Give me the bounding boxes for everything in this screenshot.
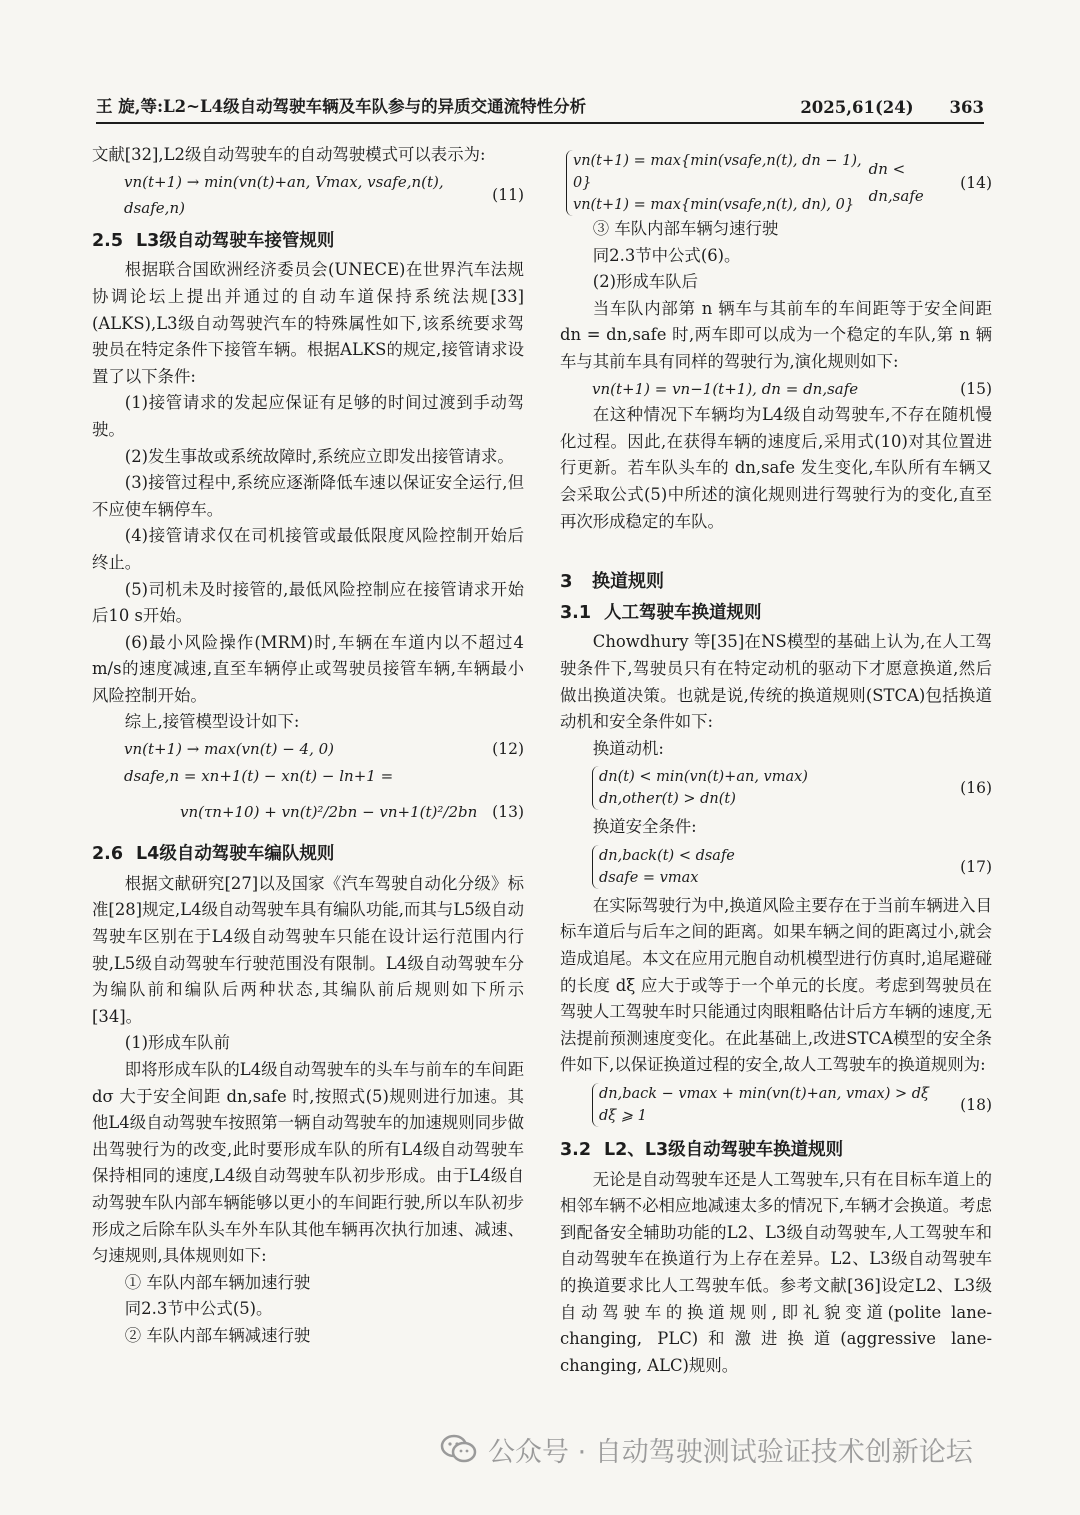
section-3-heading xyxy=(560,569,992,596)
section-2-6-heading xyxy=(92,841,524,868)
header-issue: 2025,61(24) xyxy=(800,98,914,117)
paragraph: 根据文献研究[27]以及国家《汽车驾驶自动化分级》标准[28]规定,L4级自动驾驶车具有编队功能,而其与L5级自动驾驶车区别在于L4级自动驾驶车只能在设计运行范围内行驶,L5级自动驾驶车行驶范围没有限制。L4级自动驾驶车分为编队前和编队后两种状态,其编队前后规则如下所示[34]。 xyxy=(92,873,524,1026)
watermark xyxy=(440,1424,1060,1474)
equation-16 xyxy=(560,762,992,814)
subheading-after: (2)形成车队后 xyxy=(592,272,698,292)
watermark-text: 公众号 · 自动驾驶测试验证技术创新论坛 xyxy=(488,1436,973,1468)
equation-12-body: vn(t+1) → max(vn(t) − 4, 0) xyxy=(124,740,335,759)
equation-12-number: (12) xyxy=(492,740,524,759)
intro-paragraph: 文献[32],L2级自动驾驶车的自动驾驶模式可以表示为: xyxy=(92,145,486,164)
paragraph: 在实际驾驶行为中,换道风险主要存在于当前车辆进入目标车道后与后车之间的距离。如果车辆之间的距离过小,就会造成追尾。本文在应用元胞自动机模型进行仿真时,追尾避碰的长度 dξ 应大于或等于一个单元的长度。考虑到驾驶员在驾驶人工驾驶车时只能通过肉眼粗略估计后方车辆的速度,无法提前预测速度变化。在此基础上,改进STCA模型的安全条件如下,以保证换道过程的安全,故人工驾驶车的换道规则为: xyxy=(560,895,992,1075)
equation-13-line-1 xyxy=(92,763,524,790)
subheading-before: (1)形成车队前 xyxy=(124,1033,230,1053)
equation-18-cases xyxy=(592,1083,929,1127)
equation-18-number: (18) xyxy=(960,1095,992,1114)
equation-17-cases xyxy=(592,845,735,889)
equation-13-line-2 xyxy=(92,789,524,835)
equation-13-rhs: vn(τn+10) + vn(t)²/2bn − vn+1(t)²/2bn xyxy=(180,802,478,821)
section-number: 3.1 xyxy=(560,602,592,623)
paragraph: 即将形成车队的L4级自动驾驶车的头车与前车的车间距 dσ 大于安全间距 dn,safe 时,按照式(5)规则进行加速。其他L4级自动驾驶车按照第一辆自动驾驶车的加速规则同步做出驾驶行为的改变,此时要形成车队的所有L4级自动驾驶车保持相同的速度,L4级自动驾驶车队初步形成。由于L4级自动驾驶车队内部车辆能够以更小的车间距行驶,所以车队初步形成之后除车队头车外车队其他车辆再次执行加速、减速、匀速规则,具体规则如下: xyxy=(92,1060,524,1266)
section-number: 3.2 xyxy=(560,1140,592,1161)
condition-item: (2)发生事故或系统故障时,系统应立即发出接管请求。 xyxy=(124,446,514,466)
equation-13-number: (13) xyxy=(492,802,524,821)
equation-11-number: (11) xyxy=(492,185,524,204)
section-number: 2.5 xyxy=(92,230,124,251)
equation-16-number: (16) xyxy=(960,778,992,797)
equation-11 xyxy=(92,169,524,222)
condition-item: (3)接管过程中,系统应逐渐降低车速以保证安全运行,但不应使车辆停车。 xyxy=(92,473,524,519)
summary-line: 综上,接管模型设计如下: xyxy=(124,712,300,732)
rule-item: ① 车队内部车辆加速行驶 xyxy=(124,1272,311,1292)
section-title: 人工驾驶车换道规则 xyxy=(604,602,762,623)
section-3-2-heading xyxy=(560,1137,992,1164)
left-column xyxy=(92,142,524,1350)
equation-12 xyxy=(92,736,524,763)
header-title: 王 旋,等:L2~L4级自动驾驶车辆及车队参与的异质交通流特性分析 xyxy=(96,97,587,116)
section-title: L4级自动驾驶车编队规则 xyxy=(136,844,335,865)
paragraph: 无论是自动驾驶车还是人工驾驶车,只有在目标车道上的相邻车辆不必相应地减速太多的情况下,车辆才会换道。考虑到配备安全辅助功能的L2、L3级自动驾驶车,人工驾驶车和自动驾驶车在换道行为上存在差异。L2、L3级自动驾驶车的换道要求比人工驾驶车低。参考文献[36]设定L2、L3级自动驾驶车的换道规则,即礼貌变道(polite lane-changing, PLC)和激进换道(aggressive lane-changing, ALC)规则。 xyxy=(560,1169,992,1375)
section-number: 2.6 xyxy=(92,844,124,865)
equation-16-cases xyxy=(592,766,808,810)
paragraph: 当车队内部第 n 辆车与其前车的车间距等于安全间距 dn = dn,safe 时,两车即可以成为一个稳定的车队,第 n 辆车与其前车具有同样的驾驶行为,演化规则如下: xyxy=(560,298,992,371)
condition-item: (1)接管请求的发起应保证有足够的时间过渡到手动驾驶。 xyxy=(92,393,524,439)
equation-14-number: (14) xyxy=(960,173,992,192)
equation-17-case-2: dsafe = vmax xyxy=(599,869,699,886)
equation-11-body: vn(t+1) → min(vn(t)+an, Vmax, vsafe,n(t), dsafe,n) xyxy=(124,172,444,218)
rule-item: ③ 车队内部车辆匀速行驶 xyxy=(592,219,779,238)
equation-17 xyxy=(560,841,992,893)
section-number: 3 xyxy=(560,571,573,593)
equation-14-case-2: vn(t+1) = max{min(vsafe,n(t), dn), 0} xyxy=(573,197,855,213)
rule-reference: 同2.3节中公式(6)。 xyxy=(592,245,741,265)
equation-17-number: (17) xyxy=(960,857,992,876)
safety-label: 换道安全条件: xyxy=(592,817,697,837)
right-column xyxy=(560,150,992,1379)
equation-14-case-1: vn(t+1) = max{min(vsafe,n(t), dn − 1), 0} xyxy=(573,153,862,191)
equation-17-case-1: dn,back(t) < dsafe xyxy=(599,847,735,864)
equation-14 xyxy=(560,150,992,216)
equation-14-cases xyxy=(566,150,869,216)
equation-16-case-1: dn(t) < min(vn(t)+an, vmax) xyxy=(599,769,808,786)
paragraph: 根据联合国欧洲经济委员会(UNECE)在世界汽车法规协调论坛上提出并通过的自动车道保持系统法规[33](ALKS),L3级自动驾驶汽车的特殊属性如下,该系统要求驾驶员在特定条件下接管车辆。根据ALKS的规定,接管请求设置了以下条件: xyxy=(92,260,524,386)
condition-item: (5)司机未及时接管的,最低风险控制应在接管请求开始后10 s开始。 xyxy=(92,579,524,626)
equation-16-case-2: dn,other(t) > dn(t) xyxy=(599,791,736,808)
section-title: L3级自动驾驶车接管规则 xyxy=(136,230,335,251)
rule-reference: 同2.3节中公式(5)。 xyxy=(124,1299,273,1319)
running-header xyxy=(96,88,984,124)
equation-14-condition: dn < dn,safe xyxy=(868,160,924,205)
condition-item: (4)接管请求仅在司机接管或最低限度风险控制开始后终止。 xyxy=(92,526,524,572)
equation-18-case-2: dξ ⩾ 1 xyxy=(599,1108,647,1125)
rule-item: ② 车队内部车辆减速行驶 xyxy=(124,1325,311,1345)
section-3-1-heading xyxy=(560,600,992,627)
condition-item: (6)最小风险操作(MRM)时,车辆在车道内以不超过4 m/s的速度减速,直至车辆停止或驾驶员接管车辆,车辆最小风险控制开始。 xyxy=(92,632,524,705)
equation-13-lhs: dsafe,n = xn+1(t) − xn(t) − ln+1 = xyxy=(124,766,394,785)
equation-18 xyxy=(560,1079,992,1131)
motive-label: 换道动机: xyxy=(592,738,664,758)
section-2-5-heading xyxy=(92,228,524,255)
section-title: L2、L3级自动驾驶车换道规则 xyxy=(604,1140,844,1161)
header-page-number: 363 xyxy=(949,98,984,117)
paragraph: 在这种情况下车辆均为L4级自动驾驶车,不存在随机慢化过程。因此,在获得车辆的速度后,采用式(10)对其位置进行更新。若车队头车的 dn,safe 发生变化,车队所有车辆又会采取公式(5)中所述的演化规则进行驾驶行为的变化,直至再次形成稳定的车队。 xyxy=(560,405,992,531)
section-title: 换道规则 xyxy=(592,571,664,593)
equation-15-number: (15) xyxy=(960,379,992,398)
paragraph: Chowdhury 等[35]在NS模型的基础上认为,在人工驾驶条件下,驾驶员只有在特定动机的驱动下才愿意换道,然后做出换道决策。也就是说,传统的换道规则(STCA)包括换道动机和安全条件如下: xyxy=(560,632,992,732)
equation-15-body: vn(t+1) = vn−1(t+1), dn = dn,safe xyxy=(592,379,859,398)
wechat-icon xyxy=(440,1434,478,1464)
equation-18-case-1: dn,back − vmax + min(vn(t)+an, vmax) > dξ xyxy=(599,1086,930,1103)
equation-15 xyxy=(560,376,992,403)
